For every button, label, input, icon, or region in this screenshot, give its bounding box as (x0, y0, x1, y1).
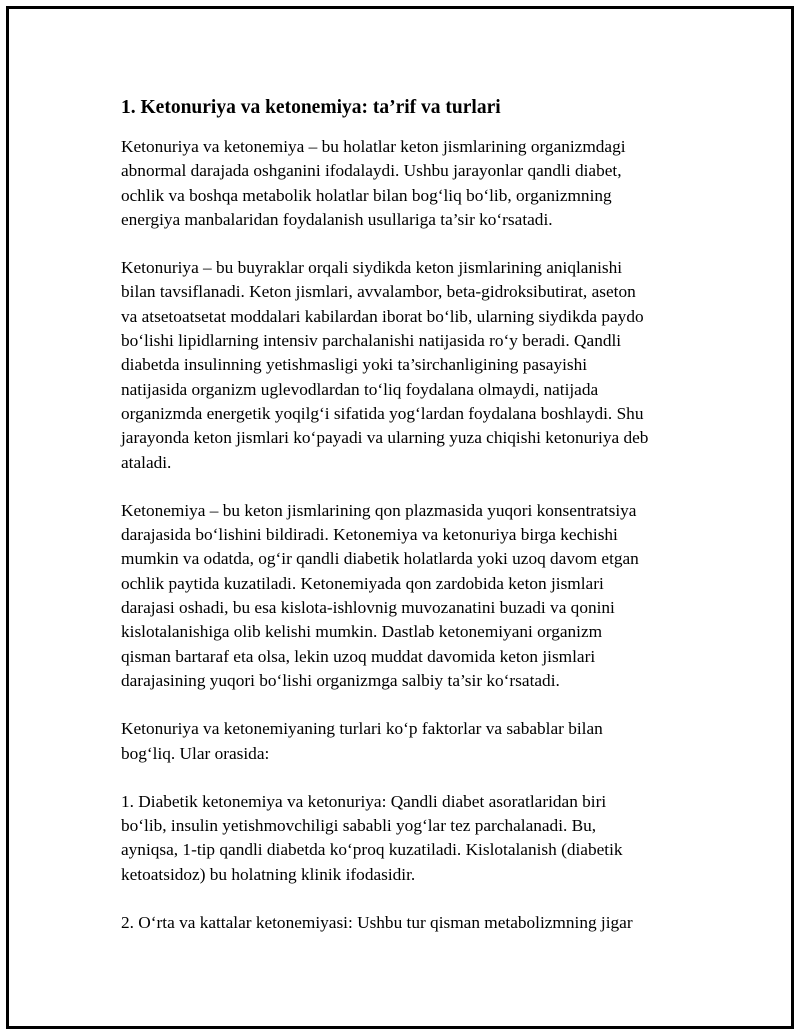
paragraph-intro: Ketonuriya va ketonemiya – bu holatlar keton jismlarining organizmdagi abnormal darajada oshganini ifodalaydi. Ushbu jarayonlar qandli diabet, ochlik va boshqa metabolik holatlar bilan bog‘liq bo‘lib, organizmning energiya manbalaridan foydalanish usullariga ta’sir ko‘rsatadi. (121, 137, 626, 229)
document-body (121, 95, 693, 959)
list-item-diabetic: 1. Diabetik ketonemiya va ketonuriya: Qandli diabet asoratlaridan biri bo‘lib, insulin yetishmovchiligi sababli yog‘lar tez parchalanadi. Bu, ayniqsa, 1-tip qandli diabetda ko‘proq kuzatiladi. Kislotalanish (diabetik ketoatsidoz) bu holatning klinik ifodasidir. (121, 791, 623, 884)
paragraph-ketonemiya: Ketonemiya – bu keton jismlarining qon plazmasida yuqori konsentratsiya darajasida bo‘lishini bildiradi. Ketonemiya va ketonuriya birga kechishi mumkin va odatda, og‘ir qandli diabetik holatlarda yoki uzoq davom etgan ochlik paytida kuzatiladi. Ketonemiyada qon zardobida keton jismlari darajasi oshadi, bu esa kislota-ishlovnig muvozanatini buzadi va qonini kislotalanishiga olib kelishi mumkin. Dastlab ketonemiyani organizm qisman bartaraf eta olsa, lekin uzoq muddat davomida keton jismlari darajasining yuqori bo‘lishi organizmga salbiy ta’sir ko‘rsatadi. (121, 500, 639, 690)
section-heading: 1. Ketonuriya va ketonemiya: ta’rif va turlari (121, 97, 501, 118)
page-frame (6, 6, 794, 1029)
paragraph-ketonuriya: Ketonuriya – bu buyraklar orqali siydikda keton jismlarining aniqlanishi bilan tavsiflanadi. Keton jismlari, avvalambor, beta-gidroksibutirat, aseton va atsetoatsetat moddalari kabilardan iborat bo‘lib, ularning siydikda paydo bo‘lishi lipidlarning intensiv parchalanishi natijasida ro‘y beradi. Qandli diabetda insulinning yetishmasligi yoki ta’sirchanligining pasayishi natijasida organizm uglevodlardan to‘liq foydalana olmaydi, natijada organizmda energetik yoqilg‘i sifatida yog‘lardan foydalana boshlaydi. Shu jarayonda keton jismlari ko‘payadi va ularning yuza chiqishi ketonuriya deb ataladi. (121, 258, 649, 472)
paragraph-types-intro: Ketonuriya va ketonemiyaning turlari ko‘p faktorlar va sabablar bilan bog‘liq. Ular orasida: (121, 719, 603, 763)
list-item-adult: 2. O‘rta va kattalar ketonemiyasi: Ushbu tur qisman metabolizmning jigar (121, 913, 633, 933)
